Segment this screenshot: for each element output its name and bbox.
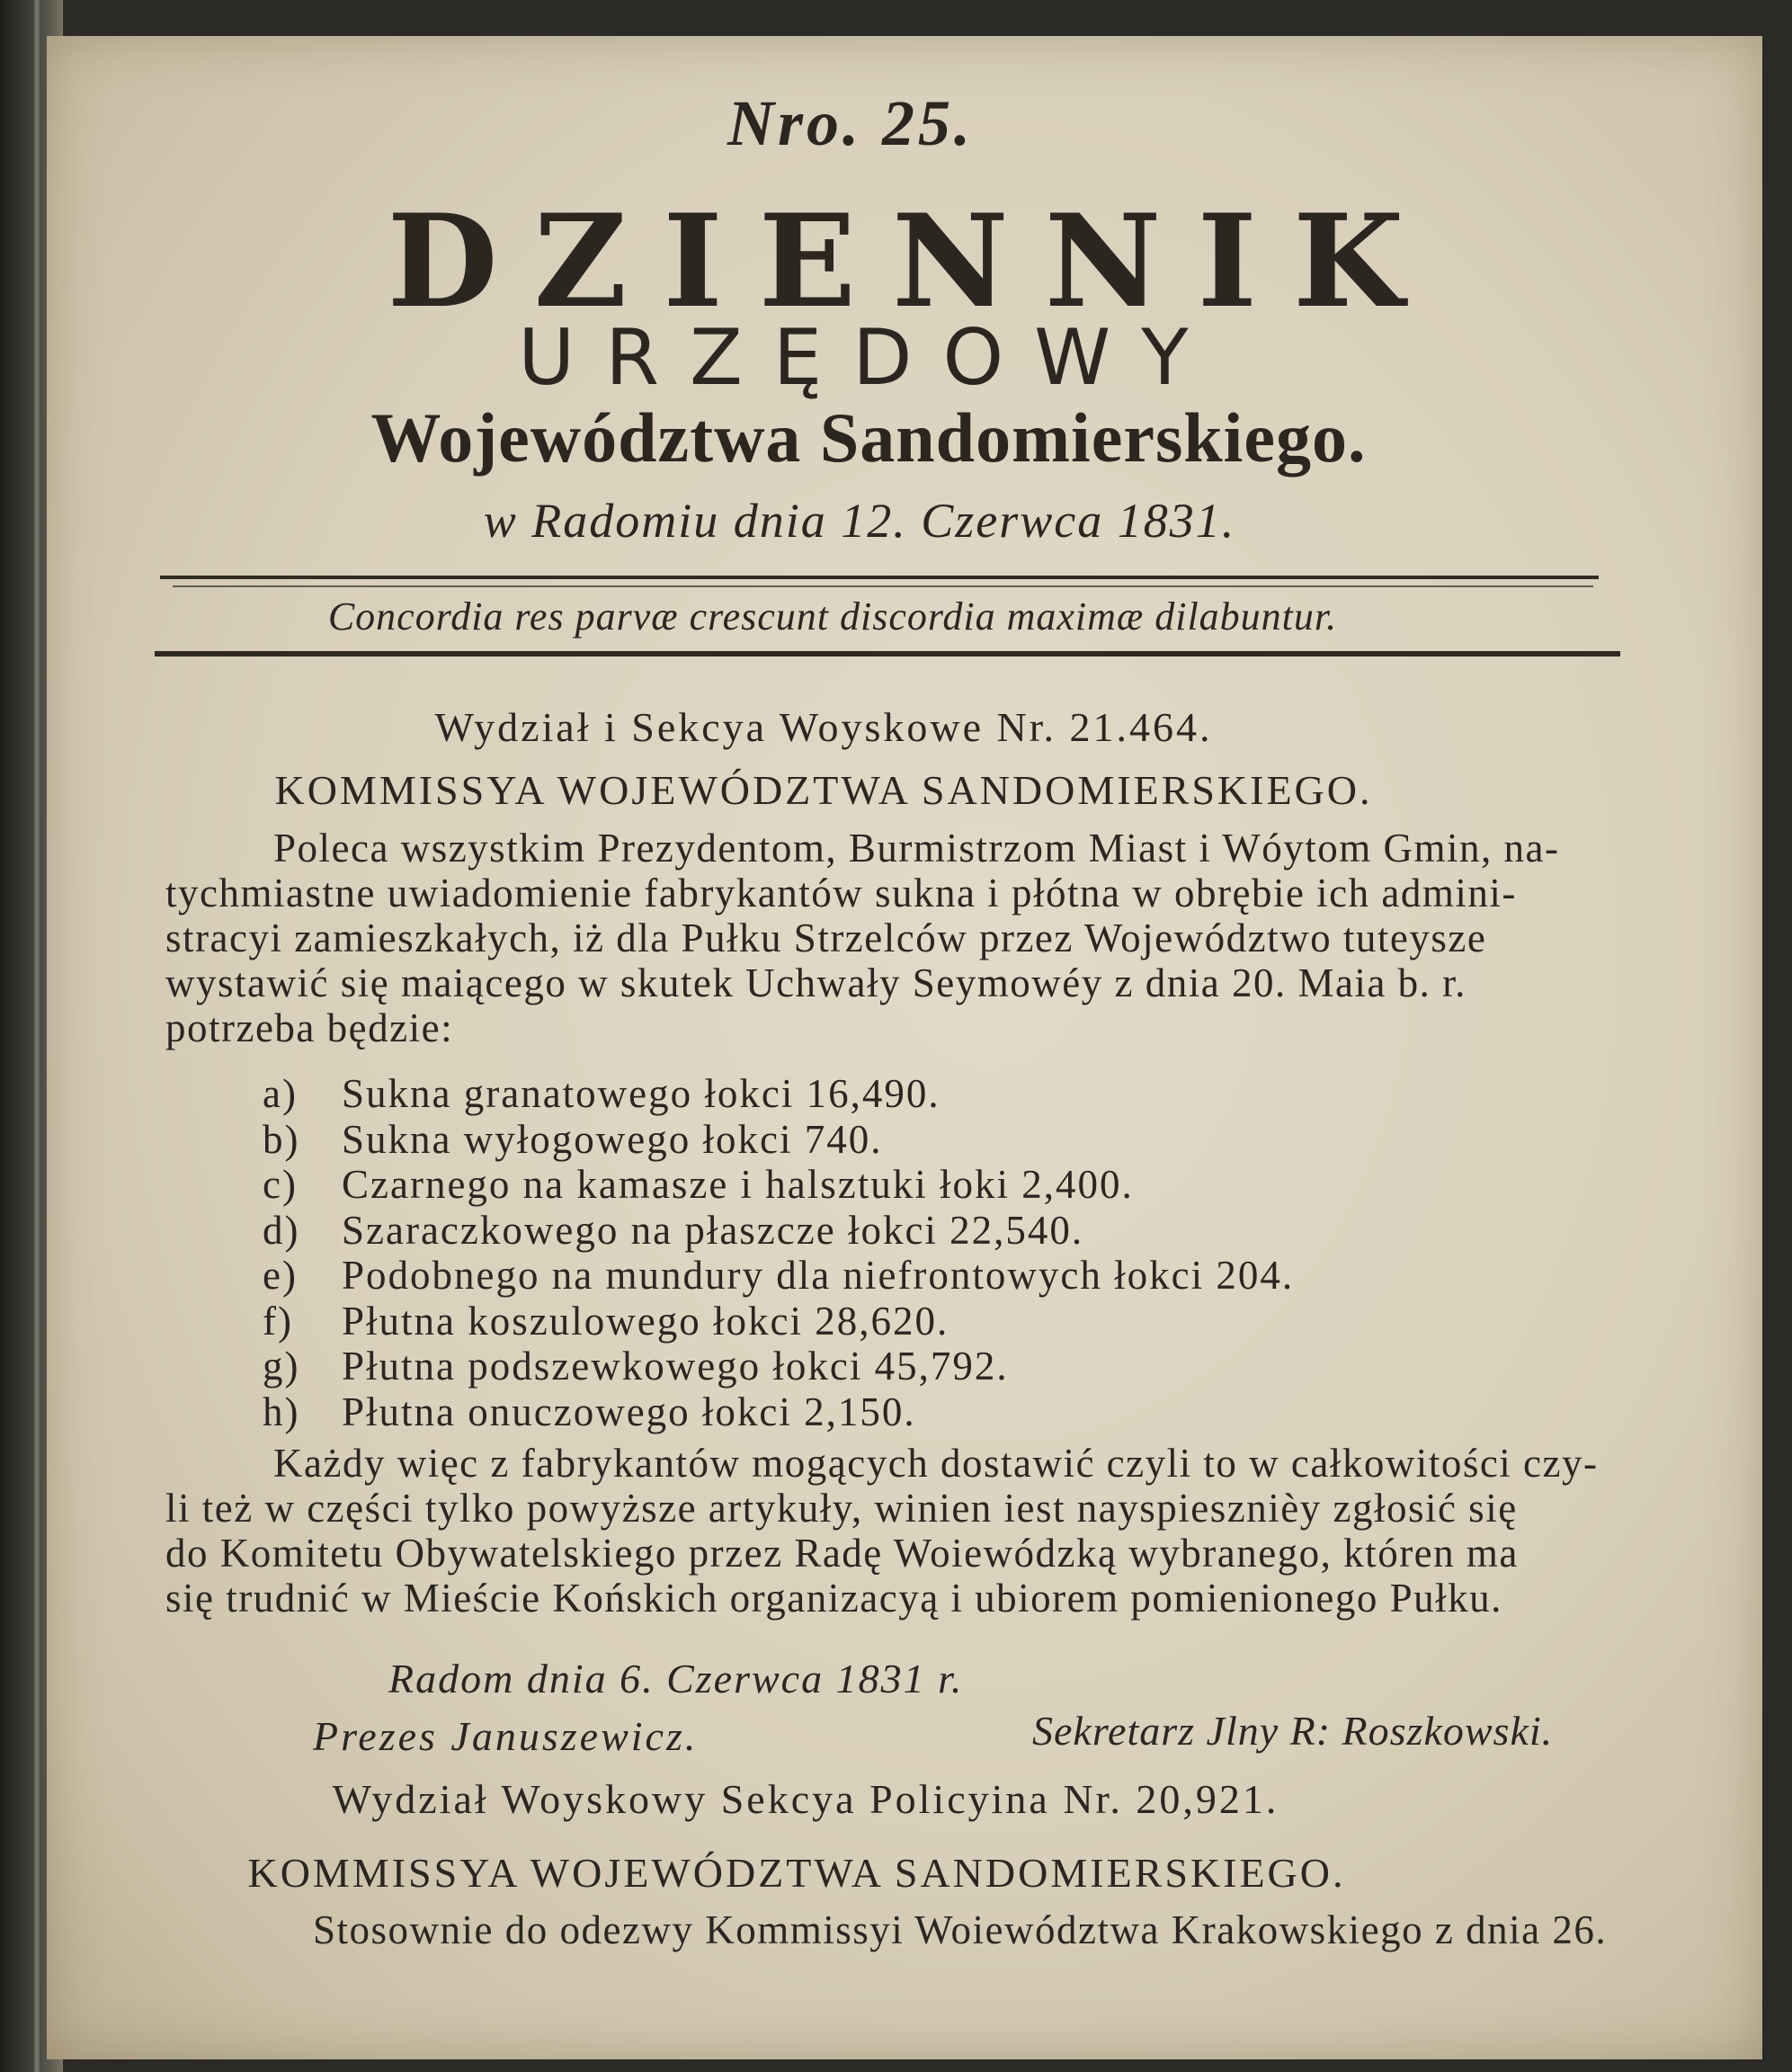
intro-line: tychmiastne uwiadomienie fabrykantów sukna i płótna w obrębie ich admini- [165, 871, 1517, 915]
president-signature: Prezes Januszewicz. [313, 1713, 699, 1759]
item-text: Płutna koszulowego łokci 28,620. [342, 1298, 949, 1344]
intro-line: stracyi zamieszkałych, iż dla Pułku Strzelców przez Województwo tuteysze [165, 915, 1487, 960]
item-letter: c) [263, 1162, 298, 1207]
requirements-list [263, 1070, 1521, 1433]
item-letter: g) [263, 1344, 300, 1389]
closing-line: li też w części tylko powyższe artykuły, winien iest nayspiesznièy zgłosić się [165, 1486, 1518, 1531]
item-text: Czarnego na kamasze i halsztuki łoki 2,400. [342, 1162, 1134, 1207]
list-item [263, 1070, 1521, 1116]
list-item [263, 1343, 1521, 1389]
closing-line: do Komitetu Obywatelskiego przez Radę Woiewódzką wybranego, któren ma [165, 1531, 1519, 1576]
item-letter: e) [263, 1253, 298, 1298]
item-text: Sukna granatowego łokci 16,490. [342, 1071, 941, 1116]
item-letter: h) [263, 1389, 300, 1434]
item-text: Podobnego na mundury dla niefrontowych łokci 204. [342, 1253, 1295, 1298]
newspaper-subtitle: URZĘDOWY [518, 313, 1219, 403]
notice2-authority: KOMMISSYA WOJEWÓDZTWA SANDOMIERSKIEGO. [247, 1850, 1346, 1896]
list-item [263, 1116, 1521, 1162]
issue-number: Nro. 25. [727, 87, 974, 159]
closing-line: Każdy więc z fabrykantów mogących dostawić czyli to w całkowitości czy- [273, 1441, 1599, 1486]
masthead-rule-top-thin [173, 585, 1593, 587]
masthead-rule-top [160, 576, 1599, 579]
item-letter: f) [263, 1298, 293, 1344]
newspaper-page [47, 36, 1762, 2059]
province-name: Województwa Sandomierskiego. [370, 398, 1367, 477]
notice1-intro [165, 826, 1649, 1050]
issue-dateline: w Radomiu dnia 12. Czerwca 1831. [483, 494, 1236, 548]
item-text: Płutna podszewkowego łokci 45,792. [342, 1344, 1009, 1389]
list-item [263, 1252, 1521, 1298]
item-letter: d) [263, 1207, 300, 1253]
closing-line: się trudnić w Mieście Końskich organizacyą i ubiorem pomienionego Pułku. [165, 1576, 1502, 1621]
item-letter: b) [263, 1116, 300, 1162]
list-item [263, 1389, 1521, 1434]
masthead-rule-bottom [155, 651, 1620, 656]
notice1-place-date: Radom dnia 6. Czerwca 1831 r. [388, 1656, 964, 1701]
secretary-signature: Sekretarz Jlny R: Roszkowski. [1032, 1708, 1554, 1754]
item-text: Szaraczkowego na płaszcze łokci 22,540. [342, 1207, 1084, 1253]
notice1-closing [165, 1441, 1649, 1621]
item-text: Płutna onuczowego łokci 2,150. [342, 1389, 916, 1434]
item-text: Sukna wyłogowego łokci 740. [342, 1116, 883, 1162]
item-letter: a) [263, 1071, 298, 1116]
list-item [263, 1207, 1521, 1253]
intro-line: Poleca wszystkim Prezydentom, Burmistrzom Miast i Wóytom Gmin, na- [273, 826, 1560, 871]
notice1-department: Wydział i Sekcya Woyskowe Nr. 21.464. [434, 704, 1213, 750]
notice2-department: Wydział Woyskowy Sekcya Policyina Nr. 20,921. [332, 1776, 1279, 1822]
list-item [263, 1161, 1521, 1207]
intro-line: wystawić się maiącego w skutek Uchwały Seymowéy z dnia 20. Maia b. r. [165, 960, 1467, 1005]
motto: Concordia res parvæ crescunt discordia maximæ dilabuntur. [327, 594, 1338, 639]
notice2-first-line: Stosownie do odezwy Kommissyi Woiewództwa Krakowskiego z dnia 26. [313, 1907, 1608, 1952]
notice1-authority: KOMMISSYA WOJEWÓDZTWA SANDOMIERSKIEGO. [274, 767, 1373, 813]
intro-line: potrzeba będzie: [165, 1005, 454, 1050]
list-item [263, 1298, 1521, 1344]
newspaper-title: DZIENNIK [387, 187, 1440, 336]
